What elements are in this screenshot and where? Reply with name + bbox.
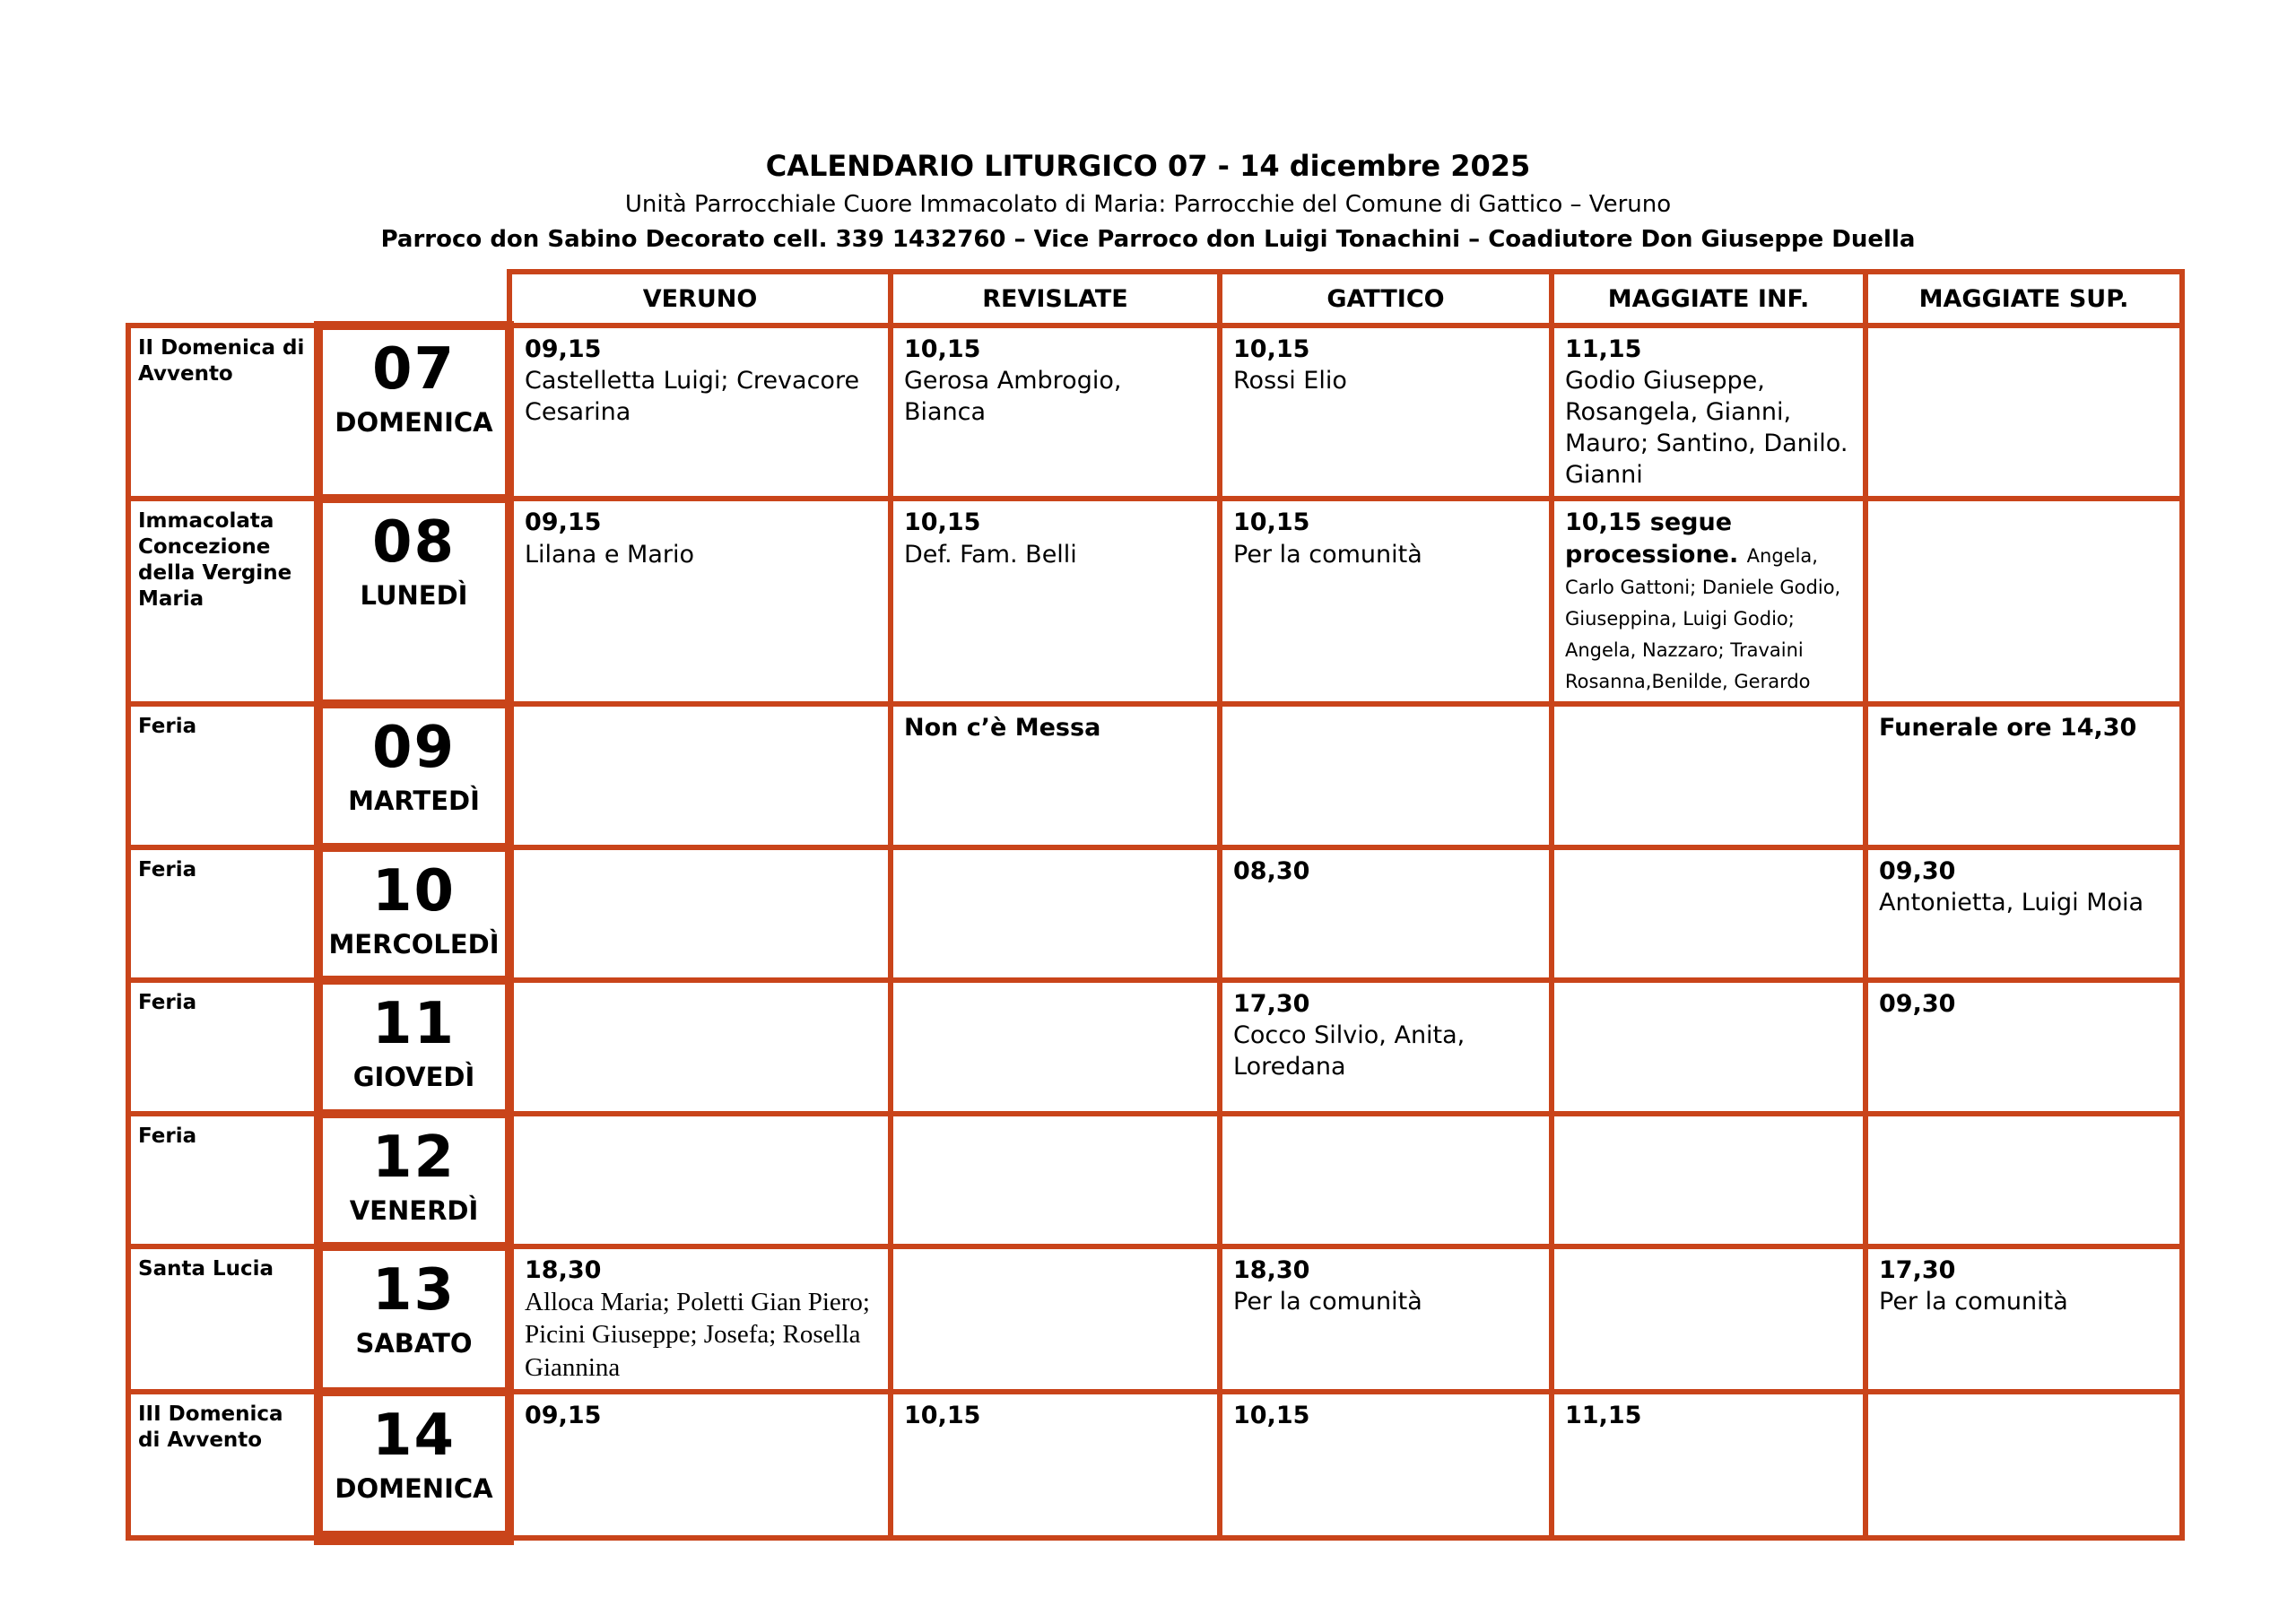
day-name: VENERDÌ xyxy=(349,1195,479,1227)
mass-cell-maggiate-inf xyxy=(1552,1392,1866,1538)
day-number: 08 xyxy=(371,509,457,577)
mass-time: 17,30 xyxy=(1879,1256,1956,1285)
column-header-gattico: GATTICO xyxy=(1220,272,1552,326)
mass-text: Castelletta Luigi; Crevacore Cesarina xyxy=(525,367,860,427)
day-name: LUNEDÌ xyxy=(360,580,468,612)
column-header-maggiate-sup: MAGGIATE SUP. xyxy=(1866,272,2182,326)
calendar-row-11 xyxy=(128,980,2182,1114)
mass-time: 09,15 xyxy=(525,508,602,537)
day-cell xyxy=(318,847,509,980)
feast-cell: III Domenica di Avvento xyxy=(128,1392,318,1538)
mass-text: Def. Fam. Belli xyxy=(904,540,1077,569)
day-cell xyxy=(318,326,509,499)
column-header-veruno: VERUNO xyxy=(509,272,891,326)
mass-text: Angela, Carlo Gattoni; Daniele Godio, Giuseppina, Luigi Godio; Angela, Nazzaro; Travaini Rosanna,Benilde, Gerardo xyxy=(1565,544,1841,692)
mass-cell-maggiate-sup xyxy=(1866,499,2182,704)
mass-cell-gattico xyxy=(1220,1114,1552,1246)
mass-cell-maggiate-sup xyxy=(1866,1114,2182,1246)
mass-text: Godio Giuseppe, Rosangela, Gianni, Mauro; Santino, Danilo. Gianni xyxy=(1565,367,1848,490)
mass-cell-maggiate-inf xyxy=(1552,1246,1866,1392)
mass-cell-revislate xyxy=(891,499,1220,704)
mass-cell-veruno xyxy=(509,499,891,704)
mass-cell-maggiate-inf xyxy=(1552,1114,1866,1246)
mass-time: 09,30 xyxy=(1879,857,1956,886)
mass-cell-veruno xyxy=(509,704,891,847)
mass-cell-maggiate-sup xyxy=(1866,704,2182,847)
mass-time: 10,15 xyxy=(1233,335,1310,363)
mass-time: 18,30 xyxy=(1233,1256,1310,1285)
calendar-row-12 xyxy=(128,1114,2182,1246)
mass-cell-maggiate-sup xyxy=(1866,847,2182,980)
mass-text: Gerosa Ambrogio, Bianca xyxy=(904,367,1122,427)
day-number: 10 xyxy=(371,858,457,925)
feast-cell: Feria xyxy=(128,980,318,1114)
mass-time: 11,15 xyxy=(1565,335,1642,363)
mass-cell-revislate xyxy=(891,704,1220,847)
mass-time: 08,30 xyxy=(1233,857,1310,886)
mass-cell-revislate xyxy=(891,1246,1220,1392)
mass-text: Alloca Maria; Poletti Gian Piero; Picini Giuseppe; Josefa; Rosella Giannina xyxy=(525,1288,870,1382)
mass-time: Non c’è Messa xyxy=(904,714,1101,743)
document-title: CALENDARIO LITURGICO 07 - 14 dicembre 2025 xyxy=(765,149,1531,183)
mass-cell-gattico xyxy=(1220,847,1552,980)
mass-cell-maggiate-sup xyxy=(1866,980,2182,1114)
mass-text: Per la comunità xyxy=(1233,1288,1422,1316)
mass-time: 18,30 xyxy=(525,1256,602,1285)
document-header xyxy=(0,149,2296,253)
mass-time: 10,15 xyxy=(904,508,981,537)
mass-cell-maggiate-sup xyxy=(1866,1246,2182,1392)
mass-cell-gattico xyxy=(1220,704,1552,847)
day-name: MERCOLEDÌ xyxy=(328,929,500,960)
blank-header-feast xyxy=(128,272,318,326)
calendar-row-13 xyxy=(128,1246,2182,1392)
day-cell xyxy=(318,980,509,1114)
day-cell xyxy=(318,1114,509,1246)
calendar-row-10 xyxy=(128,847,2182,980)
day-name: GIOVEDÌ xyxy=(352,1062,475,1093)
mass-cell-maggiate-sup xyxy=(1866,326,2182,499)
calendar-body xyxy=(128,326,2182,1538)
mass-cell-veruno xyxy=(509,326,891,499)
mass-time: 10,15 xyxy=(1233,508,1310,537)
day-cell xyxy=(318,499,509,704)
day-number: 13 xyxy=(371,1257,457,1324)
mass-cell-revislate xyxy=(891,1114,1220,1246)
mass-time: 10,15 xyxy=(904,1401,981,1429)
day-cell xyxy=(318,1392,509,1538)
mass-text: Lilana e Mario xyxy=(525,540,694,569)
mass-cell-revislate xyxy=(891,326,1220,499)
mass-cell-veruno xyxy=(509,1392,891,1538)
day-number: 14 xyxy=(371,1402,457,1469)
location-header-row xyxy=(128,272,2182,326)
feast-cell: Immacolata Concezione della Vergine Maria xyxy=(128,499,318,704)
calendar-row-08 xyxy=(128,499,2182,704)
mass-text: Antonietta, Luigi Moia xyxy=(1879,889,2144,917)
mass-cell-veruno xyxy=(509,1246,891,1392)
mass-text: Rossi Elio xyxy=(1233,367,1347,395)
day-name: DOMENICA xyxy=(335,407,493,438)
mass-cell-veruno xyxy=(509,847,891,980)
feast-cell: Feria xyxy=(128,704,318,847)
mass-cell-veruno xyxy=(509,1114,891,1246)
document-contacts: Parroco don Sabino Decorato cell. 339 1432760 – Vice Parroco don Luigi Tonachini – Coadiutore Don Giuseppe Duella xyxy=(380,226,1916,253)
day-name: MARTEDÌ xyxy=(348,786,480,817)
mass-time: 10,15 xyxy=(904,335,981,363)
feast-cell: II Domenica di Avvento xyxy=(128,326,318,499)
mass-cell-maggiate-inf xyxy=(1552,704,1866,847)
mass-cell-maggiate-inf xyxy=(1552,326,1866,499)
document-subtitle: Unità Parrocchiale Cuore Immacolato di Maria: Parrocchie del Comune di Gattico – Veruno xyxy=(624,191,1672,218)
mass-cell-gattico xyxy=(1220,1392,1552,1538)
day-name: DOMENICA xyxy=(335,1472,493,1504)
liturgical-calendar-table xyxy=(126,269,2185,1545)
mass-cell-revislate xyxy=(891,980,1220,1114)
feast-cell: Feria xyxy=(128,1114,318,1246)
day-name: SABATO xyxy=(355,1328,473,1359)
day-number: 07 xyxy=(371,336,457,403)
mass-cell-maggiate-sup xyxy=(1866,1392,2182,1538)
mass-time: 09,30 xyxy=(1879,990,1956,1019)
mass-text: Cocco Silvio, Anita, Loredana xyxy=(1233,1021,1465,1081)
column-header-revislate: REVISLATE xyxy=(891,272,1220,326)
mass-entry xyxy=(1565,507,1852,696)
mass-time: 09,15 xyxy=(525,335,602,363)
mass-cell-revislate xyxy=(891,847,1220,980)
mass-time: 10,15 segue processione. xyxy=(1565,508,1747,569)
mass-text: Per la comunità xyxy=(1879,1288,2068,1316)
mass-cell-veruno xyxy=(509,980,891,1114)
day-cell xyxy=(318,1246,509,1392)
day-number: 12 xyxy=(371,1125,457,1192)
calendar-row-09 xyxy=(128,704,2182,847)
mass-cell-maggiate-inf xyxy=(1552,499,1866,704)
mass-time: 10,15 xyxy=(1233,1401,1310,1429)
day-number: 11 xyxy=(371,991,457,1058)
mass-time: 09,15 xyxy=(525,1401,602,1429)
column-header-maggiate-inf: MAGGIATE INF. xyxy=(1552,272,1866,326)
mass-time: 11,15 xyxy=(1565,1401,1642,1429)
mass-text: Per la comunità xyxy=(1233,540,1422,569)
day-number: 09 xyxy=(371,715,457,782)
mass-cell-maggiate-inf xyxy=(1552,980,1866,1114)
calendar-row-14 xyxy=(128,1392,2182,1538)
mass-cell-revislate xyxy=(891,1392,1220,1538)
mass-cell-gattico xyxy=(1220,499,1552,704)
mass-cell-gattico xyxy=(1220,1246,1552,1392)
day-cell xyxy=(318,704,509,847)
blank-header-day xyxy=(318,272,509,326)
mass-cell-gattico xyxy=(1220,326,1552,499)
calendar-row-07 xyxy=(128,326,2182,499)
mass-time: 17,30 xyxy=(1233,990,1310,1019)
mass-cell-maggiate-inf xyxy=(1552,847,1866,980)
feast-cell: Santa Lucia xyxy=(128,1246,318,1392)
mass-time: Funerale ore 14,30 xyxy=(1879,714,2137,743)
mass-cell-gattico xyxy=(1220,980,1552,1114)
feast-cell: Feria xyxy=(128,847,318,980)
